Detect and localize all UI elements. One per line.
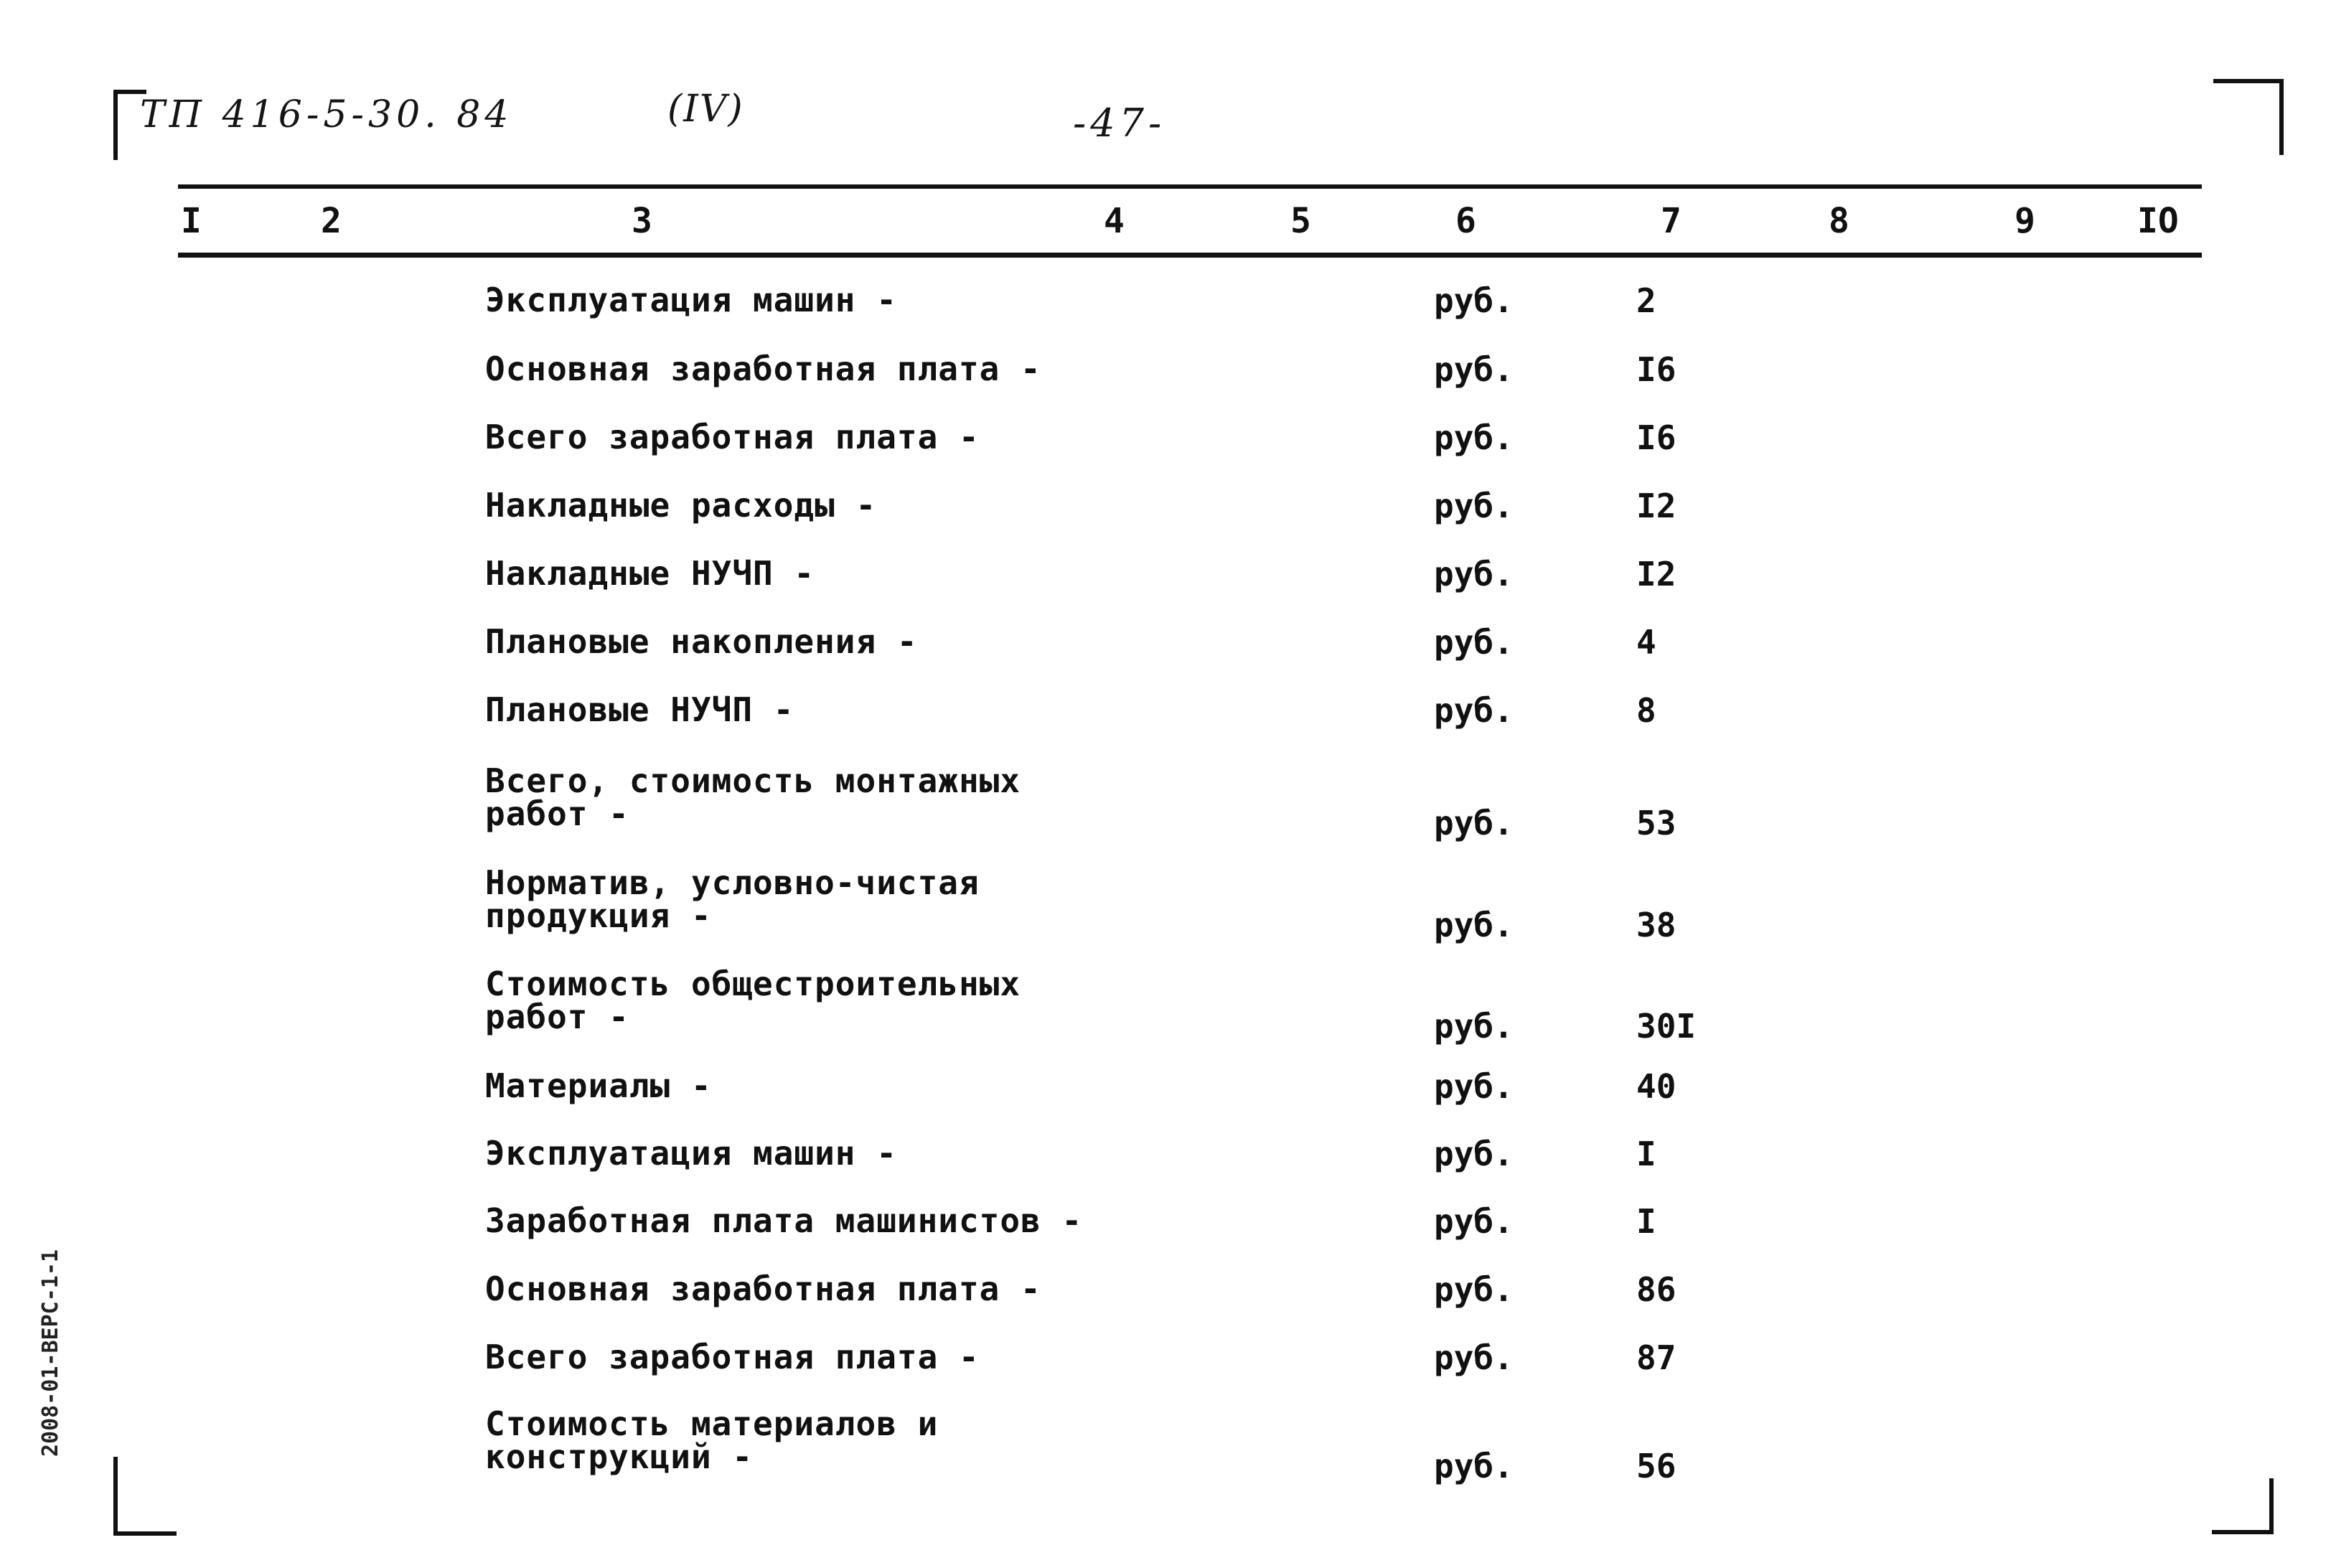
label-line: Заработная плата машинистов - <box>485 1201 1083 1240</box>
archive-stamp <box>38 1220 72 1464</box>
table-row-unit: руб. <box>1434 1007 1514 1046</box>
label-line: Всего заработная плата - <box>485 1338 980 1376</box>
table-row-label <box>485 1405 938 1475</box>
label-line: Основная заработная плата - <box>485 349 1041 388</box>
table-row-label <box>485 1067 712 1104</box>
table-row-label <box>485 1135 897 1172</box>
label-line: работ - <box>485 997 629 1036</box>
column-number-7: 7 <box>1661 201 1682 241</box>
column-number-3: 3 <box>632 201 652 241</box>
table-row-label <box>485 1202 1082 1239</box>
table-row-unit: руб. <box>1434 1135 1514 1173</box>
column-number-9: 9 <box>2015 201 2035 241</box>
table-row-unit: руб. <box>1434 691 1514 730</box>
table-row-value: 30I <box>1636 1007 1697 1046</box>
table-row-label <box>485 623 918 660</box>
label-line: продукция - <box>485 896 712 935</box>
column-number-4: 4 <box>1104 201 1125 241</box>
table-row-value: I6 <box>1636 418 1676 457</box>
label-line: Материалы - <box>485 1066 712 1105</box>
table-row-value: 38 <box>1636 906 1676 944</box>
column-number-5: 5 <box>1290 201 1311 241</box>
table-row-value: 53 <box>1636 804 1676 842</box>
table-row-label <box>485 487 876 524</box>
label-line: Основная заработная плата - <box>485 1269 1041 1308</box>
table-row-label <box>485 1338 980 1376</box>
table-row-label <box>485 864 980 934</box>
label-line: Норматив, условно-чистая <box>485 863 980 902</box>
column-number-1: I <box>181 201 202 241</box>
table-row-label <box>485 762 1021 832</box>
table-row-value: 86 <box>1636 1270 1676 1309</box>
table-row-value: 56 <box>1636 1447 1676 1485</box>
frame-corner-bottom-right <box>2212 1478 2274 1534</box>
label-line: Стоимость общестроительных <box>485 964 1021 1003</box>
table-row-unit: руб. <box>1434 1202 1514 1241</box>
table-row-label <box>485 1270 1041 1308</box>
table-row-unit: руб. <box>1434 804 1514 842</box>
sheet-variant: (IV) <box>667 88 744 131</box>
table-row-unit: руб. <box>1434 281 1514 320</box>
table-row-label <box>485 691 794 728</box>
label-line: Стоимость материалов и <box>485 1404 939 1443</box>
column-number-8: 8 <box>1829 201 1849 241</box>
table-row-unit: руб. <box>1434 906 1514 944</box>
table-row-value: 40 <box>1636 1067 1676 1106</box>
table-row-unit: руб. <box>1434 1270 1514 1309</box>
column-number-6: 6 <box>1455 201 1476 241</box>
table-row-value: 87 <box>1636 1338 1676 1377</box>
table-row-label <box>485 965 1021 1036</box>
table-row-value: I <box>1636 1202 1656 1241</box>
table-row-label <box>485 555 815 592</box>
label-line: Всего заработная плата - <box>485 418 980 456</box>
column-number-2: 2 <box>321 201 342 241</box>
table-row-unit: руб. <box>1434 1338 1514 1377</box>
table-row-unit: руб. <box>1434 350 1514 389</box>
label-line: Эксплуатация машин - <box>485 281 897 319</box>
table-row-value: 8 <box>1636 691 1656 730</box>
page-number: -47- <box>1073 100 1166 146</box>
header-rule-bottom <box>178 253 2202 258</box>
label-line: Плановые НУЧП - <box>485 690 794 729</box>
table-row-unit: руб. <box>1434 1447 1514 1485</box>
table-row-label <box>485 350 1041 388</box>
label-line: конструкций - <box>485 1437 754 1476</box>
table-row-unit: руб. <box>1434 487 1514 525</box>
label-line: Накладные расходы - <box>485 486 877 525</box>
label-line: Эксплуатация машин - <box>485 1134 897 1173</box>
table-row-value: I2 <box>1636 487 1676 525</box>
table-row-label <box>485 281 897 319</box>
table-row-unit: руб. <box>1434 1067 1514 1106</box>
table-row-value: I6 <box>1636 350 1676 389</box>
frame-corner-bottom-left <box>113 1457 177 1536</box>
label-line: Накладные НУЧП - <box>485 554 815 593</box>
table-row-value: 2 <box>1636 281 1656 320</box>
document-code: ТП 416-5-30. 84 <box>140 93 513 136</box>
table-row-label <box>485 418 980 456</box>
table-row-unit: руб. <box>1434 418 1514 457</box>
label-line: Плановые накопления - <box>485 622 918 661</box>
label-line: работ - <box>485 794 629 833</box>
table-row-unit: руб. <box>1434 555 1514 593</box>
header-rule-top <box>178 184 2202 189</box>
label-line: Всего, стоимость монтажных <box>485 761 1021 800</box>
column-number-10: IO <box>2137 201 2179 241</box>
table-row-value: I2 <box>1636 555 1676 593</box>
archive-stamp-text: 2008-01-ВЕРС-1-1 <box>38 1249 63 1457</box>
table-row-value: 4 <box>1636 623 1656 662</box>
frame-corner-top-right <box>2213 79 2284 155</box>
table-row-value: I <box>1636 1135 1656 1173</box>
table-row-unit: руб. <box>1434 623 1514 662</box>
